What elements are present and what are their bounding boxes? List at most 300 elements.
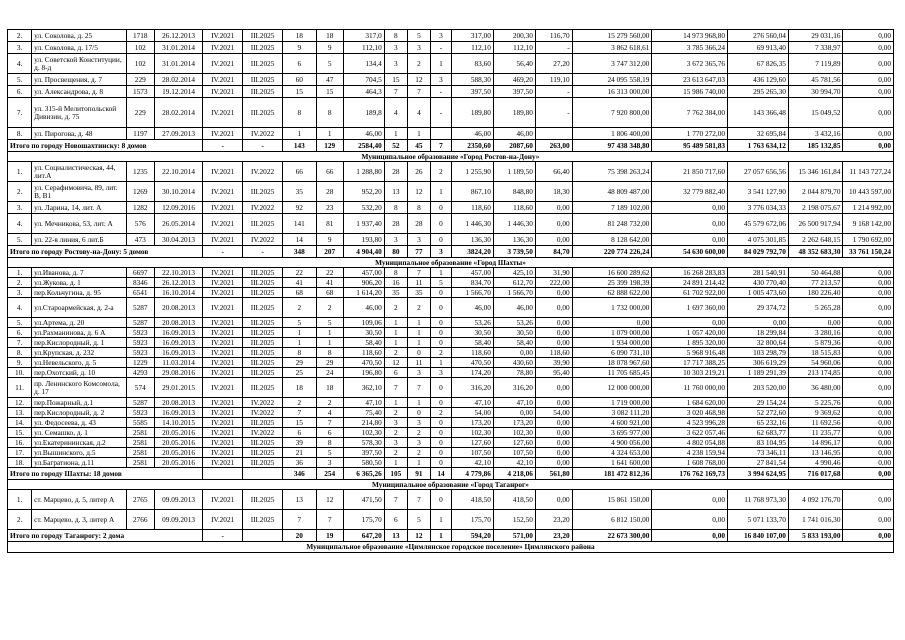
table-cell: 0,00 bbox=[843, 398, 894, 408]
table-cell: 7 bbox=[283, 510, 317, 530]
table-cell: 3 747 312,00 bbox=[572, 54, 652, 74]
table-cell: - bbox=[535, 42, 572, 54]
table-cell: 20.08.2013 bbox=[154, 398, 202, 408]
table-cell: 3 785 366,24 bbox=[652, 42, 728, 54]
total-cell: 91 bbox=[407, 468, 430, 480]
table-cell: 11 143 727,24 bbox=[843, 162, 894, 182]
table-cell: 21 850 717,60 bbox=[652, 162, 728, 182]
total-cell: 95 489 581,83 bbox=[652, 140, 728, 152]
table-cell: 580,50 bbox=[343, 458, 384, 468]
total-cell: 143 bbox=[283, 140, 317, 152]
table-cell: III.2025 bbox=[243, 438, 283, 448]
table-cell: 1 770 272,00 bbox=[652, 128, 728, 140]
table-cell: 2. bbox=[8, 510, 32, 530]
table-cell: 11 692,56 bbox=[788, 418, 843, 428]
table-cell: 6 bbox=[283, 428, 317, 438]
table-cell: 46,00 bbox=[451, 128, 493, 140]
table-cell: 0 bbox=[430, 438, 451, 448]
table-cell: 2. bbox=[8, 30, 32, 42]
total-cell: 2087,60 bbox=[493, 140, 535, 152]
total-cell: 254 bbox=[316, 468, 343, 480]
table-cell: 5 bbox=[316, 318, 343, 328]
table-cell: 18 bbox=[283, 378, 317, 398]
table-cell: 2 bbox=[283, 398, 317, 408]
table-cell: 229 bbox=[126, 98, 154, 128]
table-cell: 83,60 bbox=[451, 54, 493, 74]
table-cell: 7 bbox=[407, 378, 430, 398]
table-cell: 116,70 bbox=[535, 30, 572, 42]
table-cell: 27.09.2013 bbox=[154, 128, 202, 140]
table-cell: 0,00 bbox=[652, 490, 728, 510]
total-cell: 1 763 634,12 bbox=[728, 140, 789, 152]
table-cell: 12 000 000,00 bbox=[572, 378, 652, 398]
table-cell: 457,00 bbox=[451, 268, 493, 278]
table-cell: 5 879,36 bbox=[788, 338, 843, 348]
table-cell: 28 bbox=[316, 182, 343, 202]
table-cell: 1 934 000,00 bbox=[572, 338, 652, 348]
table-cell: 47,10 bbox=[493, 398, 535, 408]
table-cell: 22.10.2013 bbox=[154, 268, 202, 278]
table-cell: 2581 bbox=[126, 448, 154, 458]
table-cell: 119,10 bbox=[535, 74, 572, 86]
table-cell: 14.10.2015 bbox=[154, 418, 202, 428]
table-cell: 1 bbox=[384, 318, 407, 328]
total-cell: 23,20 bbox=[535, 530, 572, 542]
table-row bbox=[8, 338, 894, 348]
total-cell: 84 029 792,70 bbox=[728, 246, 789, 258]
table-cell: 578,30 bbox=[343, 438, 384, 448]
table-cell: 1 189,50 bbox=[493, 162, 535, 182]
table-cell: 134,4 bbox=[343, 54, 384, 74]
table-cell: III.2025 bbox=[243, 298, 283, 318]
total-cell: 207 bbox=[316, 246, 343, 258]
table-cell: 0 bbox=[430, 490, 451, 510]
total-cell bbox=[243, 530, 283, 542]
table-cell: 47,10 bbox=[451, 398, 493, 408]
table-cell: 109,06 bbox=[343, 318, 384, 328]
table-cell: 118,60 bbox=[493, 202, 535, 214]
table-cell: 397,50 bbox=[493, 86, 535, 98]
table-cell: 1 741 016,30 bbox=[788, 510, 843, 530]
total-cell: 647,20 bbox=[343, 530, 384, 542]
table-cell: IV.2021 bbox=[203, 74, 243, 86]
table-body bbox=[8, 30, 894, 553]
table-cell: 29 374,72 bbox=[728, 298, 789, 318]
table-cell: 17. bbox=[8, 448, 32, 458]
table-cell: 18 bbox=[316, 378, 343, 398]
table-cell: 35 bbox=[407, 288, 430, 298]
table-cell: 3 bbox=[407, 234, 430, 246]
table-cell: 1 614,20 bbox=[343, 288, 384, 298]
table-row bbox=[8, 86, 894, 98]
table-cell: 3 bbox=[384, 438, 407, 448]
table-cell: - bbox=[535, 86, 572, 98]
address-cell: пер.Кольчугина, д. 95 bbox=[32, 288, 126, 298]
total-row bbox=[8, 468, 894, 480]
table-cell: 2 bbox=[384, 428, 407, 438]
table-cell: 6541 bbox=[126, 288, 154, 298]
table-cell: 6697 bbox=[126, 268, 154, 278]
table-cell: 7 762 384,00 bbox=[652, 98, 728, 128]
table-row bbox=[8, 182, 894, 202]
table-cell: 77 213,57 bbox=[788, 278, 843, 288]
total-cell: 571,00 bbox=[493, 530, 535, 542]
table-cell: 430,60 bbox=[493, 358, 535, 368]
table-cell: 2 bbox=[283, 298, 317, 318]
total-cell: 52 bbox=[384, 140, 407, 152]
table-cell: 203 520,00 bbox=[728, 378, 789, 398]
table-cell: 576 bbox=[126, 214, 154, 234]
table-cell: 1 bbox=[430, 182, 451, 202]
table-cell: 2581 bbox=[126, 458, 154, 468]
table-row bbox=[8, 234, 894, 246]
table-cell: 103 298,79 bbox=[728, 348, 789, 358]
table-cell: 0 bbox=[430, 288, 451, 298]
table-cell: 906,20 bbox=[343, 278, 384, 288]
table-cell: 0,00 bbox=[843, 408, 894, 418]
total-cell: - bbox=[243, 246, 283, 258]
table-cell: IV.2021 bbox=[203, 448, 243, 458]
table-cell: IV.2021 bbox=[203, 418, 243, 428]
table-cell: 30.10.2014 bbox=[154, 182, 202, 202]
table-cell: 0,00 bbox=[843, 348, 894, 358]
total-label: Итого по городу Новошахтинску: 8 домов bbox=[8, 140, 203, 152]
table-cell: 92 bbox=[283, 202, 317, 214]
table-cell: IV.2021 bbox=[203, 368, 243, 378]
table-cell: 2765 bbox=[126, 490, 154, 510]
table-cell: 26.12.2013 bbox=[154, 278, 202, 288]
table-cell: 5. bbox=[8, 74, 32, 86]
table-cell: 4 990,46 bbox=[788, 458, 843, 468]
table-cell: 27 057 656,56 bbox=[728, 162, 789, 182]
address-cell: ул.Жукова, д. 1 bbox=[32, 278, 126, 288]
table-cell: 0,00 bbox=[652, 214, 728, 234]
table-cell: IV.2021 bbox=[203, 278, 243, 288]
table-cell: 2581 bbox=[126, 438, 154, 448]
table-cell: III.2025 bbox=[243, 42, 283, 54]
table-cell: 30,50 bbox=[493, 328, 535, 338]
table-cell: 8 bbox=[316, 98, 343, 128]
table-cell: 11 bbox=[407, 278, 430, 288]
table-cell: 5. bbox=[8, 234, 32, 246]
table-cell: 8 bbox=[384, 30, 407, 42]
total-cell: 80 bbox=[384, 246, 407, 258]
table-cell: 35 bbox=[384, 288, 407, 298]
table-cell: III.2025 bbox=[243, 318, 283, 328]
table-cell: IV.2021 bbox=[203, 458, 243, 468]
table-cell: 9. bbox=[8, 358, 32, 368]
table-cell: 1 bbox=[407, 458, 430, 468]
table-cell: III.2025 bbox=[243, 458, 283, 468]
total-cell: 263,00 bbox=[535, 140, 572, 152]
total-cell: - bbox=[203, 530, 243, 542]
table-cell: 46,00 bbox=[343, 298, 384, 318]
table-cell: 0,00 bbox=[535, 458, 572, 468]
table-cell: 16.09.2013 bbox=[154, 328, 202, 338]
table-cell: 12 bbox=[384, 358, 407, 368]
table-cell: 0,00 bbox=[652, 202, 728, 214]
table-cell: 0,00 bbox=[843, 338, 894, 348]
table-cell: 28 bbox=[384, 214, 407, 234]
table-cell: 0,00 bbox=[843, 86, 894, 98]
table-row bbox=[8, 458, 894, 468]
table-cell: 10. bbox=[8, 368, 32, 378]
table-cell: 3 622 057,46 bbox=[652, 428, 728, 438]
table-cell: 2 bbox=[407, 448, 430, 458]
table-cell: 143 366,48 bbox=[728, 98, 789, 128]
table-cell: 3 776 034,33 bbox=[728, 202, 789, 214]
table-cell: 12 bbox=[316, 490, 343, 510]
total-cell: - bbox=[203, 140, 243, 152]
table-cell: 0,00 bbox=[493, 348, 535, 358]
table-cell: 118,60 bbox=[451, 202, 493, 214]
table-cell: 1 bbox=[384, 128, 407, 140]
table-cell: 22 bbox=[283, 268, 317, 278]
table-cell: 16.09.2013 bbox=[154, 338, 202, 348]
table-cell: 1 446,30 bbox=[493, 214, 535, 234]
table-cell: 60 bbox=[283, 74, 317, 86]
table-cell: 175,70 bbox=[451, 510, 493, 530]
table-cell: 81 bbox=[316, 214, 343, 234]
table-cell: 5. bbox=[8, 318, 32, 328]
table-cell: 0,00 bbox=[535, 398, 572, 408]
table-cell: IV.2021 bbox=[203, 348, 243, 358]
table-cell: 5287 bbox=[126, 318, 154, 328]
table-cell: 1 bbox=[407, 338, 430, 348]
table-cell: 0,00 bbox=[728, 318, 789, 328]
table-cell: 26.05.2014 bbox=[154, 214, 202, 234]
table-cell: 1 684 620,00 bbox=[652, 398, 728, 408]
table-row bbox=[8, 30, 894, 42]
table-cell: 67 826,35 bbox=[728, 54, 789, 74]
table-cell: 13. bbox=[8, 408, 32, 418]
table-cell: 7 bbox=[384, 86, 407, 98]
table-cell: 30,50 bbox=[451, 328, 493, 338]
table-cell: III.2025 bbox=[243, 30, 283, 42]
table-cell: 276 560,04 bbox=[728, 30, 789, 42]
table-row bbox=[8, 128, 894, 140]
table-cell: 22.10.2014 bbox=[154, 162, 202, 182]
table-row bbox=[8, 510, 894, 530]
table-cell: 9 369,62 bbox=[788, 408, 843, 418]
table-cell: 1573 bbox=[126, 86, 154, 98]
table-cell: IV.2022 bbox=[243, 202, 283, 214]
table-cell: 102,30 bbox=[493, 428, 535, 438]
table-cell: 21 bbox=[283, 448, 317, 458]
table-cell: 1 214 992,00 bbox=[843, 202, 894, 214]
total-cell: - bbox=[203, 246, 243, 258]
table-cell: 12 bbox=[407, 182, 430, 202]
table-cell: 5 071 133,70 bbox=[728, 510, 789, 530]
table-cell: 18 bbox=[283, 30, 317, 42]
table-cell: IV.2022 bbox=[243, 234, 283, 246]
table-cell: 15 bbox=[384, 74, 407, 86]
total-label: Итого по городу Ростову-на-Дону: 5 домов bbox=[8, 246, 203, 258]
table-cell: 14 bbox=[283, 234, 317, 246]
table-cell: 3 bbox=[316, 458, 343, 468]
table-cell: IV.2021 bbox=[203, 202, 243, 214]
table-cell: IV.2021 bbox=[203, 288, 243, 298]
table-cell: 0,00 bbox=[843, 418, 894, 428]
table-cell: 54,00 bbox=[451, 408, 493, 418]
table-cell: 18 515,83 bbox=[788, 348, 843, 358]
total-cell: 185 132,85 bbox=[788, 140, 843, 152]
total-cell: 3824,20 bbox=[451, 246, 493, 258]
total-cell: 716 017,68 bbox=[788, 468, 843, 480]
table-cell: 73 346,11 bbox=[728, 448, 789, 458]
table-cell: 28.02.2014 bbox=[154, 74, 202, 86]
table-cell: 7 bbox=[407, 490, 430, 510]
table-cell: III.2025 bbox=[243, 278, 283, 288]
table-cell: 473 bbox=[126, 234, 154, 246]
housing-repair-table bbox=[7, 29, 894, 553]
table-cell: 2 bbox=[316, 298, 343, 318]
total-cell: 33 761 150,24 bbox=[843, 246, 894, 258]
table-cell: 23 bbox=[316, 202, 343, 214]
table-cell: 1 bbox=[430, 510, 451, 530]
table-cell: IV.2022 bbox=[243, 398, 283, 408]
table-cell: 5287 bbox=[126, 398, 154, 408]
table-cell bbox=[430, 128, 451, 140]
table-cell: 1 057 420,00 bbox=[652, 328, 728, 338]
table-row bbox=[8, 278, 894, 288]
table-cell: 30.04.2013 bbox=[154, 234, 202, 246]
table-cell: III.2025 bbox=[243, 328, 283, 338]
total-cell: 2584,40 bbox=[343, 140, 384, 152]
total-cell: 3 bbox=[430, 246, 451, 258]
table-cell: 16 600 289,62 bbox=[572, 268, 652, 278]
table-cell: 5923 bbox=[126, 348, 154, 358]
total-cell: 5 833 193,00 bbox=[788, 530, 843, 542]
total-cell: 6 365,26 bbox=[343, 468, 384, 480]
table-cell: 0,00 bbox=[535, 418, 572, 428]
table-cell: III.2025 bbox=[243, 490, 283, 510]
table-cell: 2 bbox=[407, 428, 430, 438]
table-cell: IV.2021 bbox=[203, 328, 243, 338]
table-cell: 25 399 198,39 bbox=[572, 278, 652, 288]
total-cell: 20 bbox=[283, 530, 317, 542]
table-cell: 175,70 bbox=[343, 510, 384, 530]
table-cell: 704,5 bbox=[343, 74, 384, 86]
table-cell: 1 719 000,00 bbox=[572, 398, 652, 408]
table-row bbox=[8, 288, 894, 298]
table-cell: 1197 bbox=[126, 128, 154, 140]
total-cell: 176 762 169,73 bbox=[652, 468, 728, 480]
table-cell: 66 bbox=[316, 162, 343, 182]
table-cell: 0,00 bbox=[843, 358, 894, 368]
table-cell: 15 049,52 bbox=[788, 98, 843, 128]
table-cell: 0,00 bbox=[843, 448, 894, 458]
address-cell: ул. Серафимовича, 89, лит. В, В1 bbox=[32, 182, 126, 202]
total-cell: 181 472 812,36 bbox=[572, 468, 652, 480]
table-cell: 25 bbox=[283, 368, 317, 378]
table-cell: 50 464,88 bbox=[788, 268, 843, 278]
section-header-row bbox=[8, 480, 894, 490]
table-cell: 1 bbox=[283, 338, 317, 348]
address-cell: ул.Артема, д. 20 bbox=[32, 318, 126, 328]
table-cell: 0,00 bbox=[843, 54, 894, 74]
table-cell: 19.12.2014 bbox=[154, 86, 202, 98]
table-cell: 36 480,00 bbox=[788, 378, 843, 398]
table-cell: 0,00 bbox=[535, 338, 572, 348]
table-cell: 0,00 bbox=[788, 318, 843, 328]
address-cell: ул.Невельского, д. 5 bbox=[32, 358, 126, 368]
table-cell: 8346 bbox=[126, 278, 154, 288]
table-cell: 32 800,64 bbox=[728, 338, 789, 348]
total-cell: 561,80 bbox=[535, 468, 572, 480]
table-cell: IV.2021 bbox=[203, 86, 243, 98]
table-cell: 0,00 bbox=[535, 298, 572, 318]
table-cell: 418,50 bbox=[451, 490, 493, 510]
section-title: Муниципальное образование «Город Таганрог» bbox=[8, 480, 894, 490]
table-cell: 42,10 bbox=[451, 458, 493, 468]
table-cell: 5923 bbox=[126, 408, 154, 418]
table-cell: 867,10 bbox=[451, 182, 493, 202]
address-cell: ул. Мечникова, 53, лит. А bbox=[32, 214, 126, 234]
table-cell: IV.2021 bbox=[203, 408, 243, 418]
table-cell: 47,10 bbox=[343, 398, 384, 408]
total-cell: 0,00 bbox=[652, 530, 728, 542]
table-cell: 7 338,97 bbox=[788, 42, 843, 54]
table-cell: 18. bbox=[8, 458, 32, 468]
table-cell: IV.2021 bbox=[203, 214, 243, 234]
table-cell: 8 bbox=[283, 98, 317, 128]
table-cell: 42,10 bbox=[493, 458, 535, 468]
table-cell: 17 717 388,25 bbox=[652, 358, 728, 368]
table-cell: IV.2021 bbox=[203, 318, 243, 328]
address-cell: ул. Семашко, д. 1 bbox=[32, 428, 126, 438]
section-title: Муниципальное образование «Цимлянское городское поселение» Цимлянского района bbox=[8, 542, 894, 553]
table-row bbox=[8, 448, 894, 458]
table-cell: 2 bbox=[407, 298, 430, 318]
table-cell: 16.09.2013 bbox=[154, 348, 202, 358]
table-cell: 834,70 bbox=[451, 278, 493, 288]
table-cell: 3 bbox=[384, 234, 407, 246]
table-cell: 0,00 bbox=[843, 298, 894, 318]
table-cell: 15 bbox=[316, 86, 343, 98]
table-cell: 2 198 075,67 bbox=[788, 202, 843, 214]
table-cell: 5 bbox=[430, 278, 451, 288]
table-cell: 12 bbox=[407, 74, 430, 86]
total-cell: 1 bbox=[430, 530, 451, 542]
address-cell: ул. 22-я линия, 6 лит.Б bbox=[32, 234, 126, 246]
table-cell: 0,00 bbox=[535, 378, 572, 398]
table-cell: 66,40 bbox=[535, 162, 572, 182]
table-cell: 4. bbox=[8, 54, 32, 74]
table-cell: 13 bbox=[283, 490, 317, 510]
table-cell: 4 900 056,00 bbox=[572, 438, 652, 448]
table-cell: 15 bbox=[283, 86, 317, 98]
address-cell: пер.Кислородный, д. 2 bbox=[32, 408, 126, 418]
table-row bbox=[8, 74, 894, 86]
table-cell: 174,20 bbox=[451, 368, 493, 378]
table-cell: IV.2021 bbox=[203, 358, 243, 368]
table-cell: 61 702 922,00 bbox=[652, 288, 728, 298]
table-cell: 2. bbox=[8, 278, 32, 288]
address-cell: пер.Пожарный, д.1 bbox=[32, 398, 126, 408]
table-cell: 1. bbox=[8, 162, 32, 182]
address-cell: пр. Ленинского Комсомола, д. 17 bbox=[32, 378, 126, 398]
table-cell: 8 bbox=[316, 438, 343, 448]
table-cell: 68 bbox=[283, 288, 317, 298]
table-cell: 20.05.2016 bbox=[154, 438, 202, 448]
table-cell: 0,00 bbox=[843, 510, 894, 530]
table-cell: 39 bbox=[283, 438, 317, 448]
table-cell: 1 566,70 bbox=[493, 288, 535, 298]
table-cell: 3 bbox=[430, 74, 451, 86]
table-cell: 58,40 bbox=[343, 338, 384, 348]
table-cell: 46,00 bbox=[493, 128, 535, 140]
